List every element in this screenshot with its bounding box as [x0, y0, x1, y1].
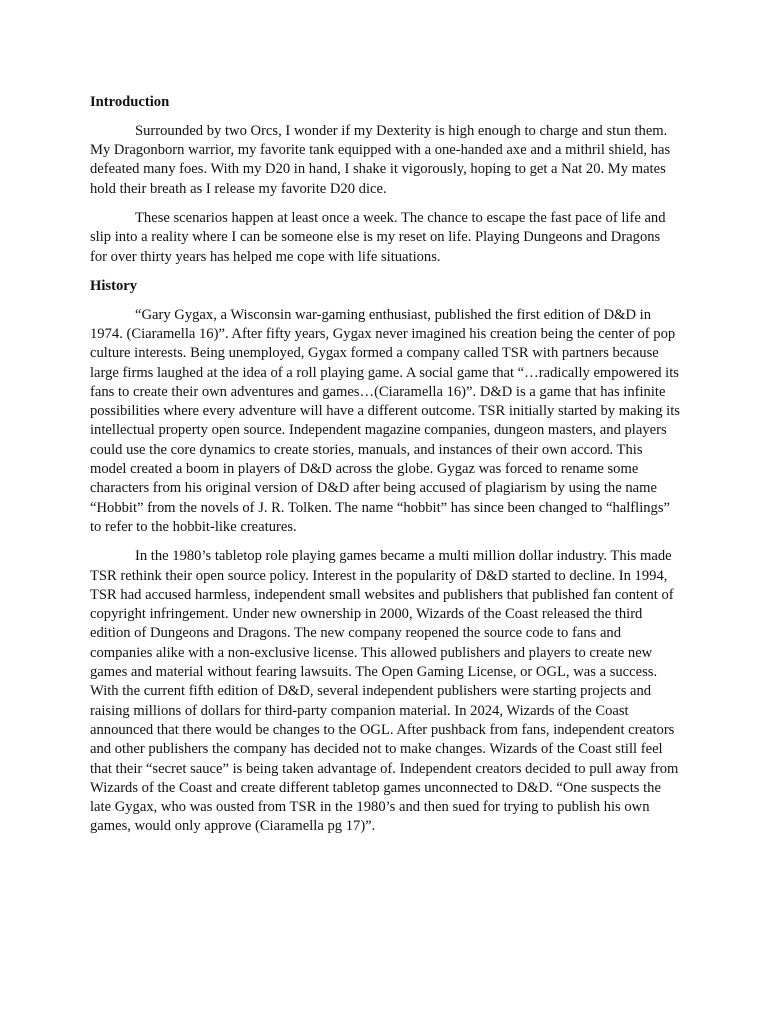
section-heading-introduction: Introduction	[90, 94, 170, 110]
history-paragraph-2: In the 1980’s tabletop role playing games became a multi million dollar industry. This made TSR rethink their open source policy. Interest in the popularity of D&D started to decline. In 1994, TSR had accused harmless, independent small websites and publishers that published fan content of copyright infringement. Under new ownership in 2000, Wizards of the Coast released the third edition of Dungeons and Dragons. The new company reopened the source code to fans and companies alike with a non-exclusive license. This allowed publishers and players to create new games and material without fearing lawsuits. The Open Gaming License, or OGL, was a success. With the current fifth edition of D&D, several independent publishers were starting projects and raising millions of dollars for third-party companion material. In 2024, Wizards of the Coast announced that there would be changes to the OGL. After pushback from fans, independent creators and other publishers the company has decided not to make changes. Wizards of the Coast still feel that their “secret sauce” is being taken advantage of. Independent creators decided to pull away from Wizards of the Coast and create different tabletop games unconnected to D&D. “One suspects the late Gygax, who was ousted from TSR in the 1980’s and then sued for trying to publish his own games, would only approve (Ciaramella pg 17)”.	[90, 548, 679, 835]
history-paragraph-1: “Gary Gygax, a Wisconsin war-gaming enthusiast, published the first edition of D&D in 1974. (Ciaramella 16)”. After fifty years, Gygax never imagined his creation being the center of pop culture interests. Being unemployed, Gygax formed a company called TSR with partners because large firms laughed at the idea of a roll playing game. A social game that “…radically empowered its fans to create their own adventures and games…(Ciaramella 16)”. D&D is a game that has infinite possibilities where every adventure will have a different outcome. TSR initially started by making its intellectual property open source. Independent magazine companies, dungeon masters, and players could use the core dynamics to create stories, manuals, and instances of their own accord. This model created a boom in players of D&D across the globe. Gygaz was forced to rename some characters from his original version of D&D after being accused of plagiarism by using the name “Hobbit” from the novels of J. R. Tolken. The name “hobbit” has since been changed to “halflings” to refer to the hobbit-like creatures.	[90, 306, 680, 535]
document-body	[90, 93, 680, 847]
intro-paragraph-2: These scenarios happen at least once a week. The chance to escape the fast pace of life and slip into a reality where I can be someone else is my reset on life. Playing Dungeons and Dragons for over thirty years has helped me cope with life situations.	[90, 209, 666, 265]
intro-paragraph-1: Surrounded by two Orcs, I wonder if my Dexterity is high enough to charge and stun them. My Dragonborn warrior, my favorite tank equipped with a one-handed axe and a mithril shield, has defeated many foes. With my D20 in hand, I shake it vigorously, hoping to get a Nat 20. My mates hold their breath as I release my favorite D20 dice.	[90, 122, 671, 197]
section-heading-history: History	[90, 277, 138, 294]
